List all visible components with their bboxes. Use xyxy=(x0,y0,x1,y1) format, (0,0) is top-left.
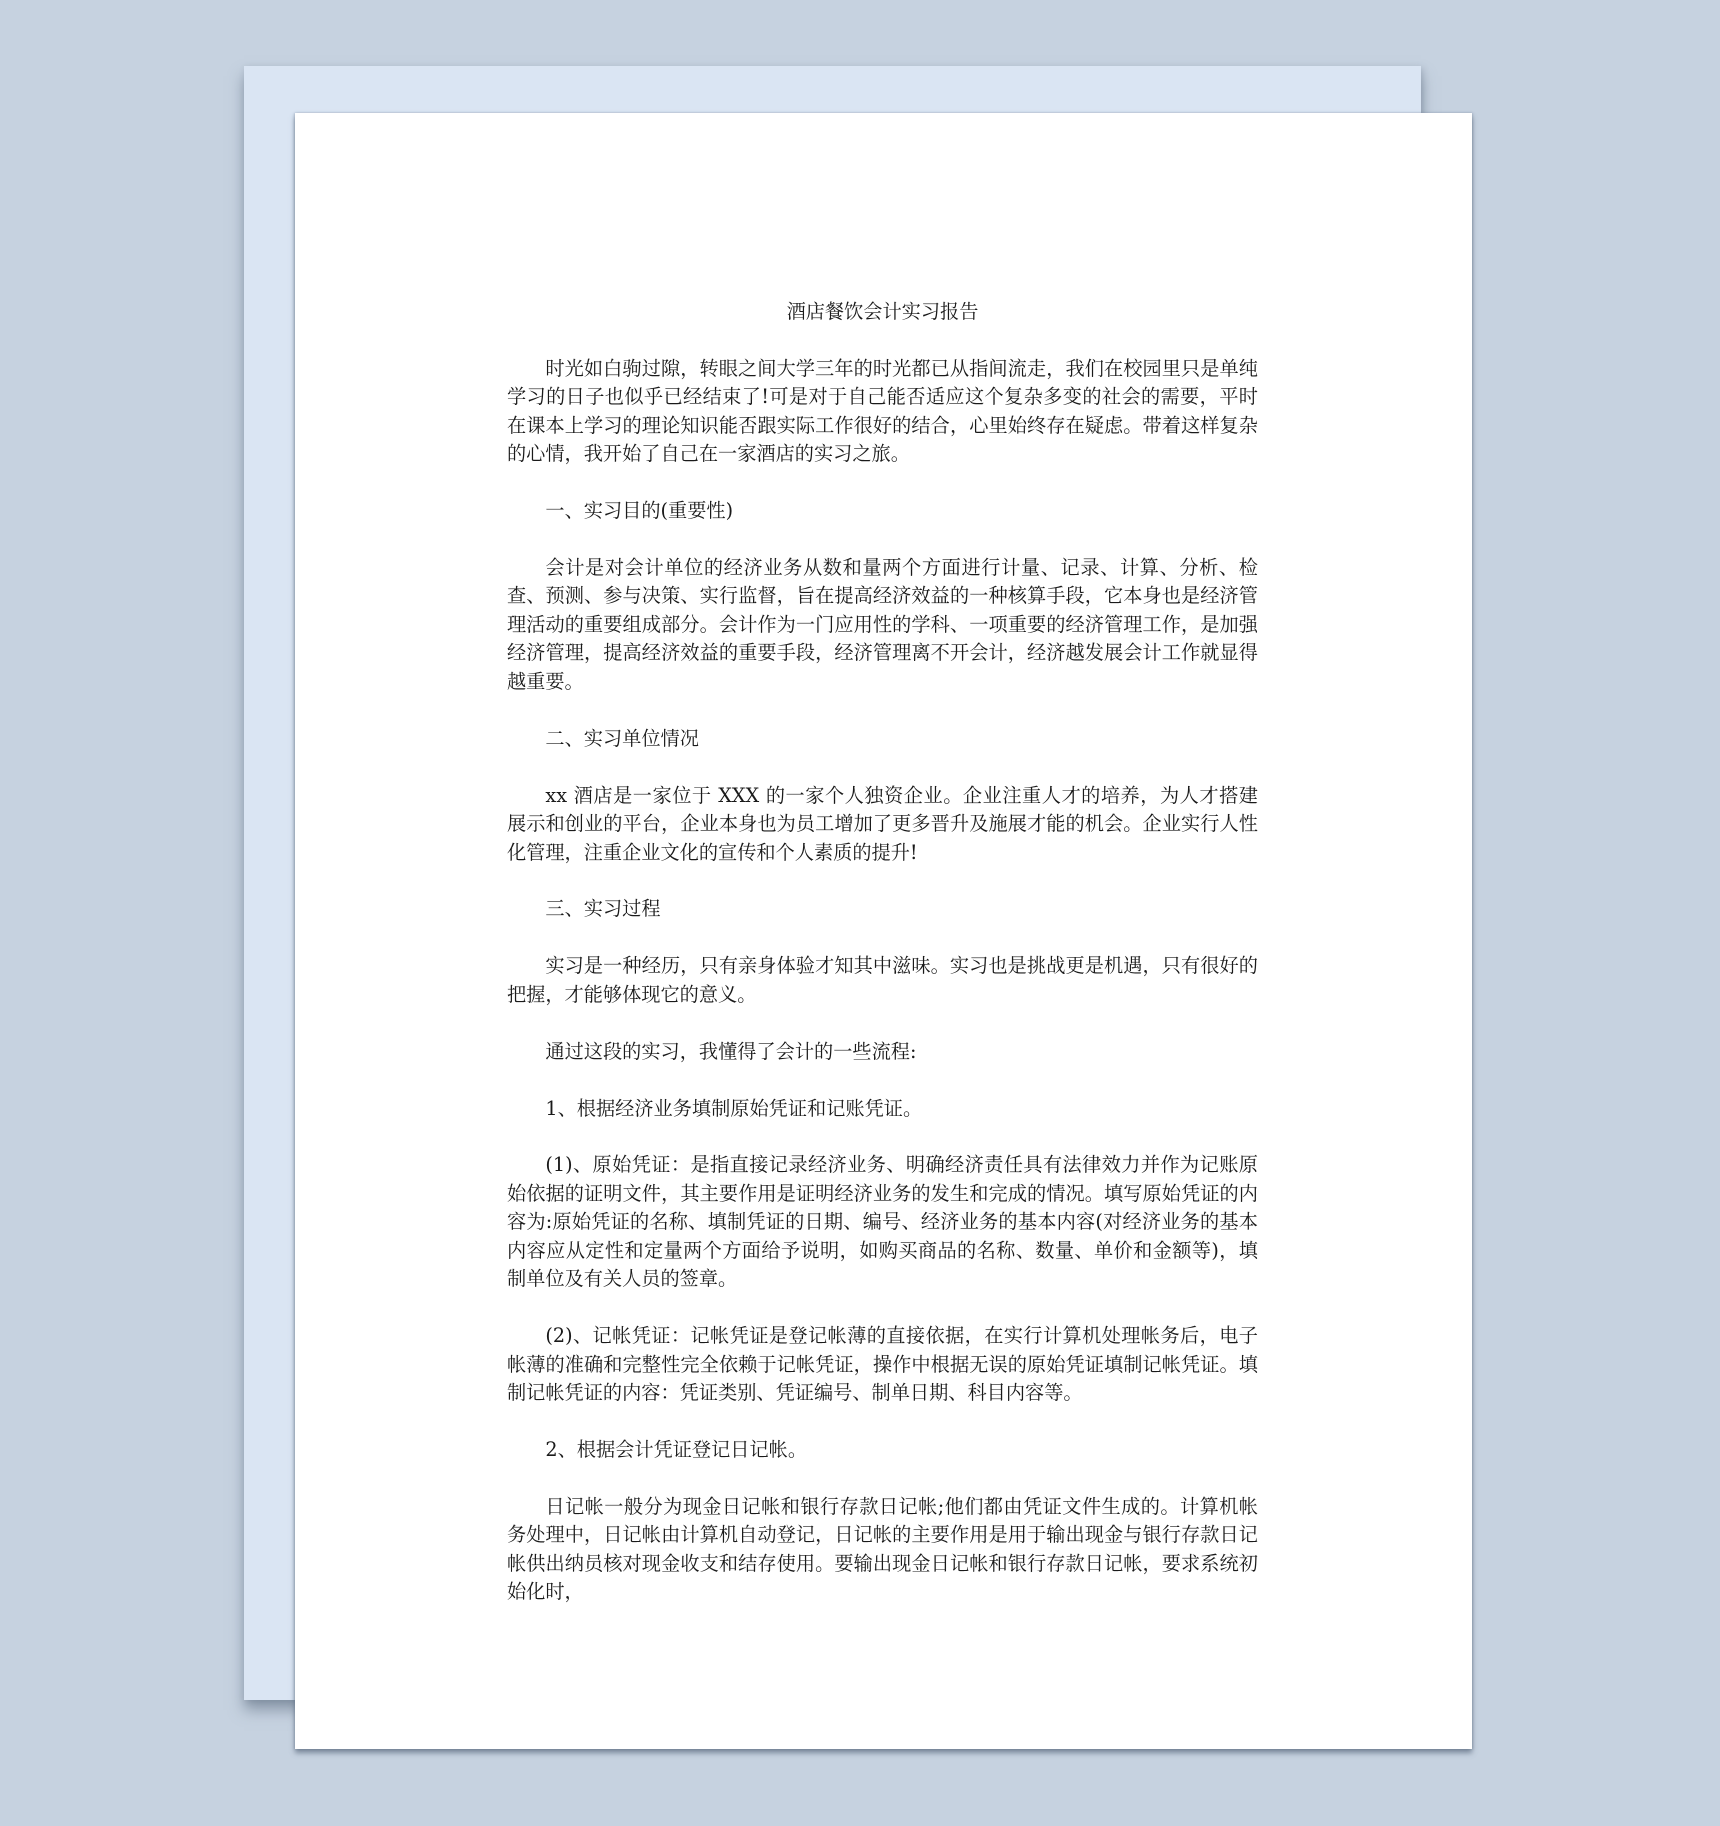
section-heading-process: 三、实习过程 xyxy=(545,897,661,921)
section-heading-purpose: 一、实习目的(重要性) xyxy=(545,499,734,523)
paragraph-accounting-voucher: (2)、记帐凭证：记帐凭证是登记帐薄的直接依据，在实行计算机处理帐务后，电子帐薄的准确和完整性完全依赖于记帐凭证，操作中根据无误的原始凭证填制记帐凭证。填制记帐凭证的内容：凭证类别、凭证编号、制单日期、科目内容等。 xyxy=(507,1324,1258,1405)
paragraph-unit: xx 酒店是一家位于 XXX 的一家个人独资企业。企业注重人才的培养，为人才搭建展示和创业的平台，企业本身也为员工增加了更多晋升及施展才能的机会。企业实行人性化管理，注重企业文化的宣传和个人素质的提升! xyxy=(507,783,1258,864)
paragraph-intro: 时光如白驹过隙，转眼之间大学三年的时光都已从指间流走，我们在校园里只是单纯学习的日子也似乎已经结束了!可是对于自己能否适应这个复杂多变的社会的需要，平时在课本上学习的理论知识能否跟实际工作很好的结合，心里始终存在疑虑。带着这样复杂的心情，我开始了自己在一家酒店的实习之旅。 xyxy=(507,356,1258,466)
section-heading-unit: 二、实习单位情况 xyxy=(545,726,699,750)
paragraph-process-lead: 通过这段的实习，我懂得了会计的一些流程: xyxy=(545,1039,917,1063)
front-page-sheet xyxy=(295,113,1472,1749)
document-body xyxy=(507,298,1258,1635)
subheading-step-2: 2、根据会计凭证登记日记帐。 xyxy=(545,1437,808,1461)
subheading-step-1: 1、根据经济业务填制原始凭证和记账凭证。 xyxy=(545,1096,923,1120)
paragraph-original-voucher: (1)、原始凭证：是指直接记录经济业务、明确经济责任具有法律效力并作为记账原始依据的证明文件，其主要作用是证明经济业务的发生和完成的情况。填写原始凭证的内容为:原始凭证的名称、填制凭证的日期、编号、经济业务的基本内容(对经济业务的基本内容应从定性和定量两个方面给予说明，如购买商品的名称、数量、单价和金额等)，填制单位及有关人员的签章。 xyxy=(507,1153,1258,1291)
document-title: 酒店餐饮会计实习报告 xyxy=(786,300,979,323)
paragraph-journal: 日记帐一般分为现金日记帐和银行存款日记帐;他们都由凭证文件生成的。计算机帐务处理中，日记帐由计算机自动登记，日记帐的主要作用是用于输出现金与银行存款日记帐供出纳员核对现金收支和结存使用。要输出现金日记帐和银行存款日记帐，要求系统初始化时， xyxy=(507,1494,1258,1604)
paragraph-purpose: 会计是对会计单位的经济业务从数和量两个方面进行计量、记录、计算、分析、检查、预测、参与决策、实行监督，旨在提高经济效益的一种核算手段，它本身也是经济管理活动的重要组成部分。会计作为一门应用性的学科、一项重要的经济管理工作，是加强经济管理，提高经济效益的重要手段，经济管理离不开会计，经济越发展会计工作就显得越重要。 xyxy=(507,556,1258,693)
paragraph-process-intro: 实习是一种经历，只有亲身体验才知其中滋味。实习也是挑战更是机遇，只有很好的把握，才能够体现它的意义。 xyxy=(507,954,1258,1006)
